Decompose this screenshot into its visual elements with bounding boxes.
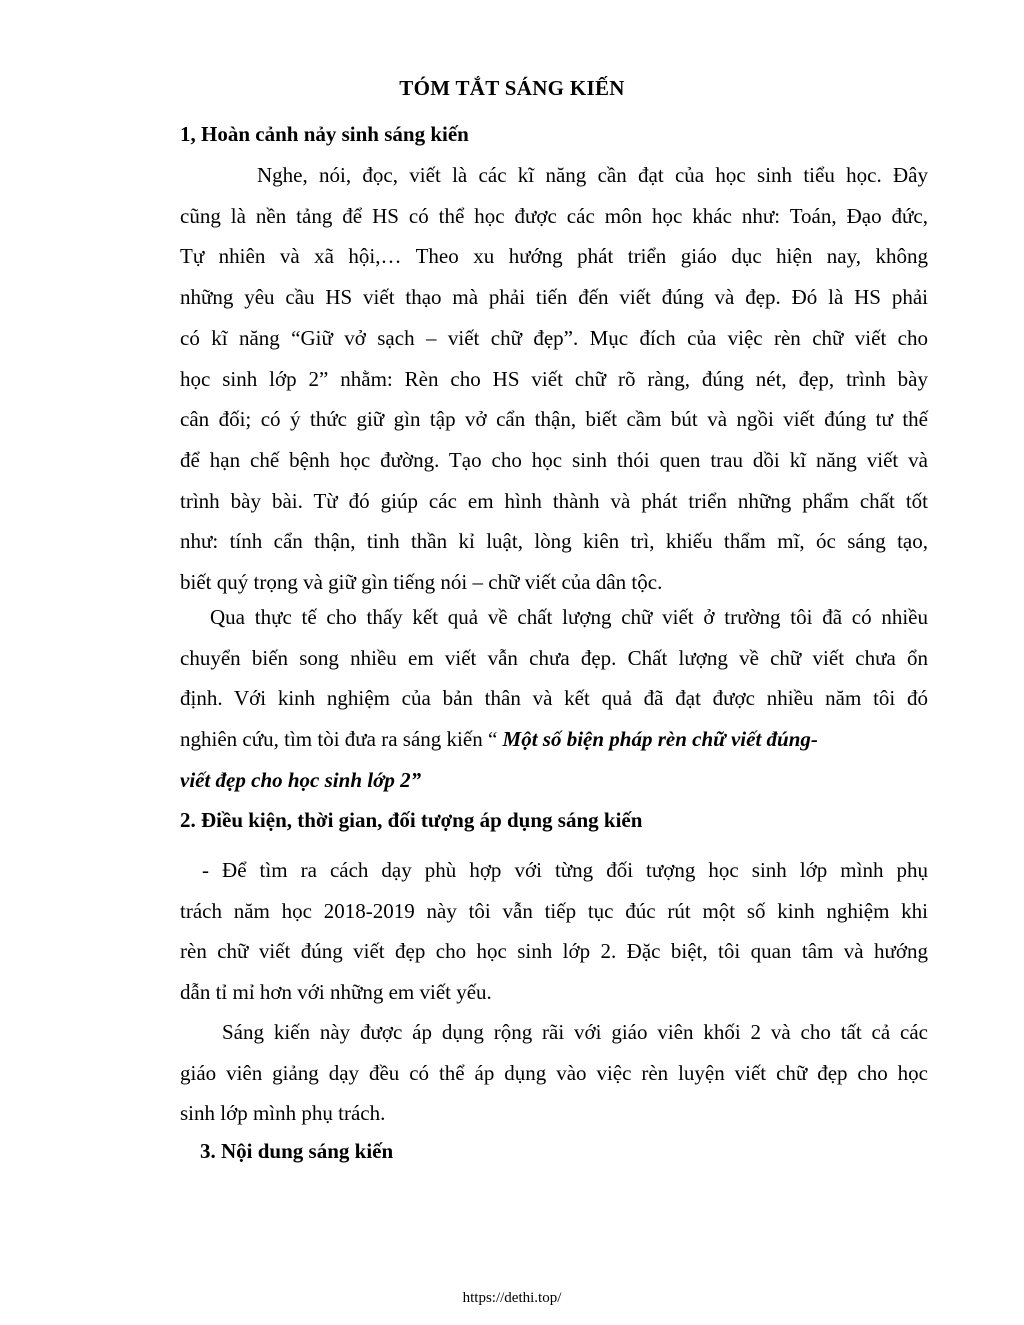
initiative-name-bold: Một số biện pháp rèn chữ viết đúng-	[502, 727, 818, 752]
text-line: có kĩ năng “Giữ vở sạch – viết chữ đẹp”. Mục đích của việc rèn chữ viết cho	[180, 325, 928, 350]
text-line: Tự nhiên và xã hội,… Theo xu hướng phát triển giáo dục hiện nay, không	[180, 244, 928, 269]
text-line: Sáng kiến này được áp dụng rộng rãi với giáo viên khối 2 và cho tất cả các	[222, 1020, 928, 1044]
text-line: định. Với kinh nghiệm của bản thân và kết quả đã đạt được nhiều năm tôi đó	[180, 686, 928, 711]
initiative-name-bold: viết đẹp cho học sinh lớp 2”	[180, 767, 422, 792]
section-3-heading: 3. Nội dung sáng kiến	[200, 1139, 394, 1163]
text-line: dẫn tỉ mỉ hơn với những em viết yếu.	[180, 980, 492, 1005]
text-line: - Để tìm ra cách dạy phù hợp với từng đối tượng học sinh lớp mình phụ	[202, 858, 928, 882]
text-line: giáo viên giảng dạy đều có thể áp dụng vào việc rèn luyện viết chữ đẹp cho học	[180, 1060, 928, 1085]
text-line: để hạn chế bệnh học đường. Tạo cho học sinh thói quen trau dồi kĩ năng viết và	[180, 447, 928, 472]
document-title: TÓM TẮT SÁNG KIẾN	[399, 76, 625, 100]
section-2-heading: 2. Điều kiện, thời gian, đối tượng áp dụng sáng kiến	[180, 808, 643, 832]
text-line: chuyển biến song nhiều em viết vẫn chưa đẹp. Chất lượng về chữ viết chưa ổn	[180, 645, 928, 670]
text-line: sinh lớp mình phụ trách.	[180, 1101, 386, 1126]
text-line: trách năm học 2018-2019 này tôi vẫn tiếp tục đúc rút một số kinh nghiệm khi	[180, 898, 928, 923]
text-line: biết quý trọng và giữ gìn tiếng nói – chữ viết của dân tộc.	[180, 570, 663, 595]
section-1-heading: 1, Hoàn cảnh nảy sinh sáng kiến	[180, 122, 469, 146]
text-line: những yêu cầu HS viết thạo mà phải tiến đến viết đúng và đẹp. Đó là HS phải	[180, 285, 928, 310]
text-line	[180, 719, 928, 760]
text-line: rèn chữ viết đúng viết đẹp cho học sinh lớp 2. Đặc biệt, tôi quan tâm và hướng	[180, 939, 928, 964]
section-1-paragraph-1	[180, 155, 928, 603]
section-2-paragraph-2	[180, 1012, 928, 1134]
text-line: Qua thực tế cho thấy kết quả về chất lượng chữ viết ở trường tôi đã có nhiều	[210, 605, 928, 629]
text-fragment: nghiên cứu, tìm tòi đưa ra sáng kiến “	[180, 727, 503, 752]
text-line: Nghe, nói, đọc, viết là các kĩ năng cần đạt của học sinh tiểu học. Đây	[257, 163, 928, 187]
text-line: như: tính cẩn thận, tinh thần kỉ luật, lòng kiên trì, khiếu thẩm mĩ, óc sáng tạo,	[180, 529, 928, 554]
text-line: trình bày bài. Từ đó giúp các em hình thành và phát triển những phẩm chất tốt	[180, 488, 928, 513]
section-2-paragraph-1	[180, 850, 928, 1013]
text-line: học sinh lớp 2” nhằm: Rèn cho HS viết chữ rõ ràng, đúng nét, đẹp, trình bày	[180, 366, 928, 391]
text-line: cân đối; có ý thức giữ gìn tập vở cẩn thận, biết cầm bút và ngồi viết đúng tư thế	[180, 407, 928, 432]
footer-url: https://dethi.top/	[462, 1290, 562, 1306]
text-line: cũng là nền tảng để HS có thể học được các môn học khác như: Toán, Đạo đức,	[180, 203, 928, 228]
section-1-paragraph-2	[180, 597, 928, 801]
